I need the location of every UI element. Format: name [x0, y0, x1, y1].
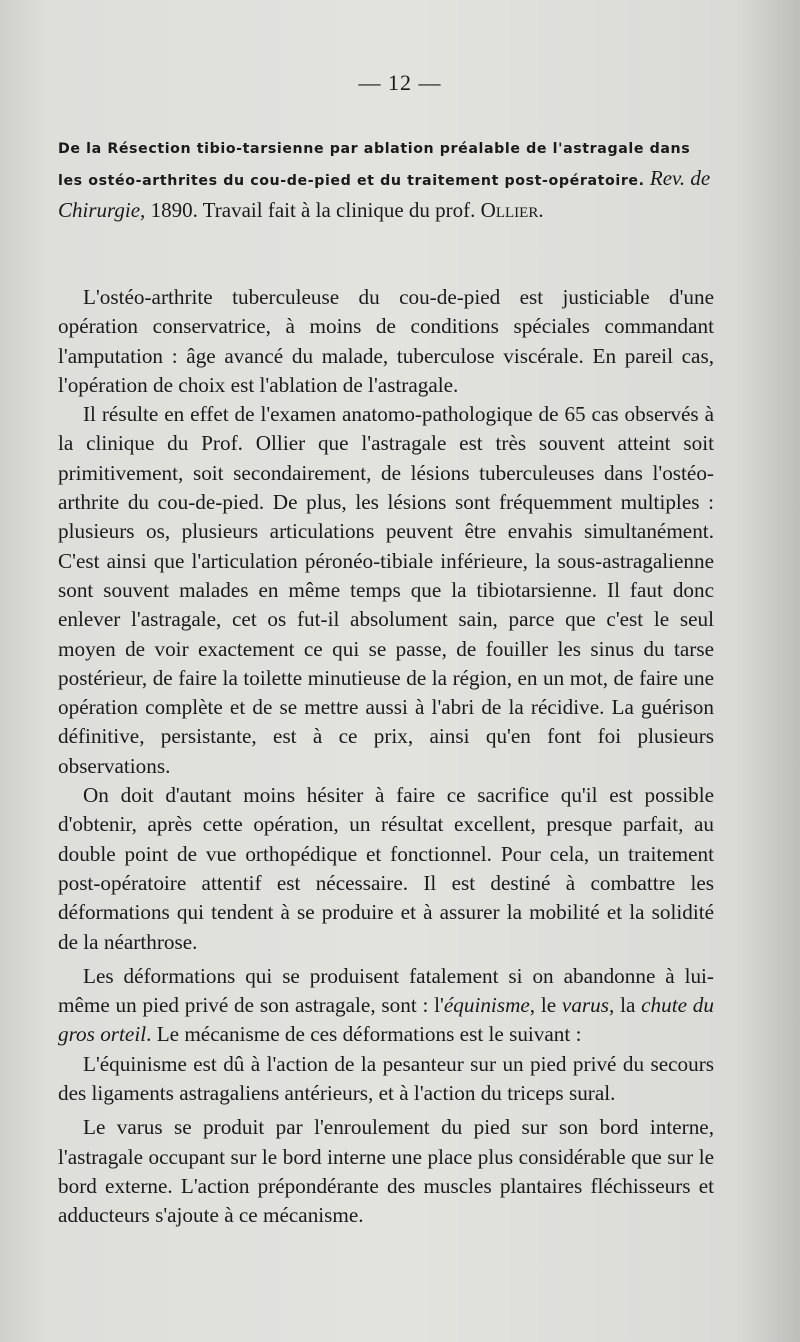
paragraph-1: L'ostéo-arthrite tuberculeuse du cou-de-pied est justiciable d'une opération conservatrice, à moins de conditions spéciales commandant l'amputation : âge avancé du malade, tuberculose viscérale. En pareil cas, l'opération de choix est l'ablation de l'astragale.	[58, 285, 714, 397]
term-varus: varus	[561, 993, 610, 1018]
paragraph-4-start: Les déformations qui se produisent fatalement si on abandonne à lui-même un pied privé de son astragale, sont : l'	[58, 963, 714, 1018]
term-equinisme: équinisme	[443, 993, 530, 1018]
reference-details: 1890. Travail fait à la clinique du prof.	[150, 198, 476, 222]
reference-author: Ollier.	[480, 198, 544, 222]
paragraph-6: Le varus se produit par l'enroulement du pied sur son bord interne, l'astragale occupant sur le bord interne une place plus considérable que sur le bord externe. L'action prépondérante des muscles plantaires fléchisseurs et adducteurs s'ajoute à ce mécanisme.	[58, 1115, 714, 1228]
paragraph-4-end: . Le mécanisme de ces déformations est le suivant :	[146, 1022, 582, 1047]
bibliographic-reference	[58, 132, 718, 225]
term-chute-gros-orteil: chute du gros orteil	[58, 993, 714, 1047]
reference-journal: Rev. de Chirurgie,	[58, 166, 711, 222]
page-number: — 12 —	[358, 70, 442, 95]
reference-title: De la Résection tibio-tarsienne par ablation préalable de l'astragale dans les ostéo-arthrites du cou-de-pied et du traitement post-opératoire.	[58, 141, 691, 189]
paragraph-2: Il résulte en effet de l'examen anatomo-pathologique de 65 cas observés à la clinique du Prof. Ollier que l'astragale est très souvent atteint soit primitivement, soit secondairement, de lésions tuberculeuses dans l'ostéo-arthrite du cou-de-pied. De plus, les lésions sont fréquemment multiples : plusieurs os, plusieurs articulations peuvent être envahis simultanément. C'est ainsi que l'articulation péronéo-tibiale inférieure, la sous-astragalienne sont souvent malades en même temps que la tibiotarsienne. Il faut donc enlever l'astragale, cet os fut-il absolument sain, parce que c'est le seul moyen de voir exactement ce qui se passe, de fouiller les sinus du tarse postérieur, de faire la toilette minutieuse de la région, en un mot, de faire une opération complète et de se mettre aussi à l'abri de la récidive. La guérison définitive, persistante, est à ce prix, ainsi qu'en font foi plusieurs observations.	[58, 402, 714, 778]
paragraph-4-sep2: , la	[609, 993, 642, 1018]
paragraph-4-sep1: , le	[529, 993, 562, 1018]
body-text	[58, 283, 714, 1231]
paragraph-3: On doit d'autant moins hésiter à faire ce sacrifice qu'il est possible d'obtenir, après cette opération, un résultat excellent, presque parfait, au double point de vue orthopédique et fonctionnel. Pour cela, un traitement post-opératoire attentif est nécessaire. Il est destiné à combattre les déformations qui tendent à se produire et à assurer la mobilité et la solidité de la néarthrose.	[58, 783, 714, 954]
paragraph-4	[58, 962, 714, 1050]
paragraph-5: L'équinisme est dû à l'action de la pesanteur sur un pied privé du secours des ligaments astragaliens antérieurs, et à l'action du triceps sural.	[58, 1051, 714, 1106]
